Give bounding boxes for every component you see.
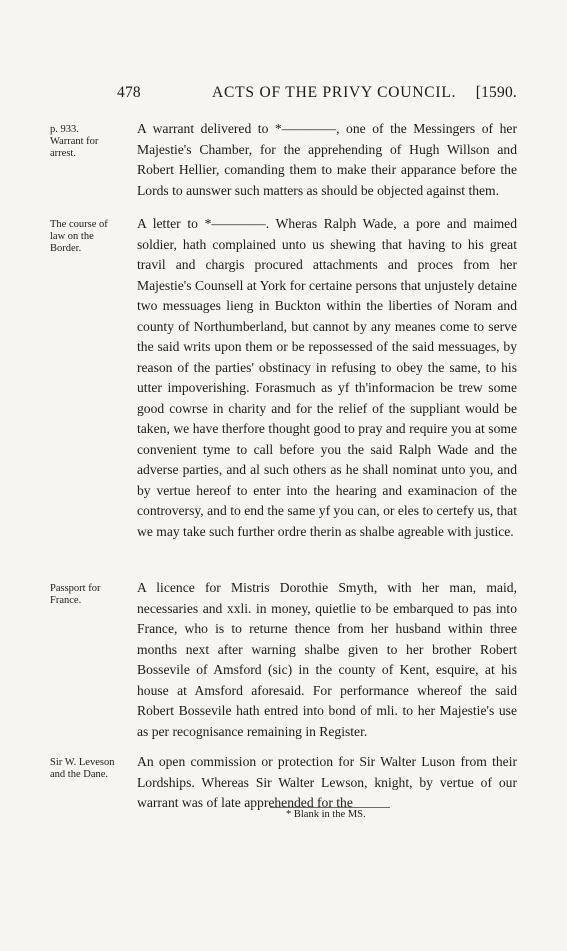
entry-text: A letter to *————. Wheras Ralph Wade, a pore and maimed soldier, hath complained unto us shewing that having to his great travil and chargis procured attachments and proces from her Majestie's Counsell at York for certaine persons that unjustely detaine two messuages lieng in Buckton within the liberties of Noram and county of Northumberland, but cannot by any meanes come to serve the said writs upon them or be repossessed of the said messuages, by reason of the parties' obstinacy in refusing to obey the same, to his utter impoverishing. Forasmuch as yf th'informacion be trew some good cowrse in charity and for the relief of the suppliant would be taken, we have therfore thought good to pray and require you at some convenient tyme to call before you the said Ralph Wade and the adverse parties, and al such others as he shall nominat unto you, and by vertue hereof to enter into the hearing and examinacion of the controversy, and to end the same yf you can, or eles to certefy us, that we may take such further ordre therin as shalbe agreable with justice.	[137, 216, 517, 539]
running-title: ACTS OF THE PRIVY COUNCIL.	[212, 84, 457, 101]
entry-passport	[137, 578, 517, 742]
entry-warrant	[137, 119, 517, 201]
entry-leveson	[137, 752, 517, 814]
footnote-divider	[270, 807, 390, 808]
page-number: 478	[117, 84, 141, 101]
entry-text: A warrant delivered to *————, one of the Messingers of her Majestie's Chamber, for the apprehending of Hugh Willson and Robert Hellier, comanding them to make their apparance before the Lords to aunswer such matters as should be objected against them.	[137, 121, 517, 198]
entry-text: A licence for Mistris Dorothie Smyth, with her man, maid, necessaries and xxli. in money, quietlie to be embarqued to pas into France, who is to returne thence from her husband within three months next after warning shalbe given to her brother Robert Bossevile of Amsford (sic) in the county of Kent, esquire, at his house at Amsford aforesaid. For performance whereof the said Robert Bossevile hath entred into bond of mli. to her Majestie's use as per recognisance remaining in Register.	[137, 580, 517, 739]
entry-text: An open commission or protection for Sir Walter Luson from their Lordships. Whereas Sir Walter Lewson, knight, by vertue of our warrant was of late apprehended for the	[137, 754, 517, 810]
margin-note-border: The course of law on the Border.	[50, 219, 108, 254]
entry-border-letter	[137, 214, 517, 542]
margin-note-warrant: p. 933. Warrant for arrest.	[50, 124, 99, 159]
running-year: [1590.	[475, 84, 517, 101]
margin-note-passport: Passport for France.	[50, 583, 101, 606]
margin-note-leveson: Sir W. Leveson and the Dane.	[50, 757, 115, 780]
footnote: * Blank in the MS.	[286, 809, 366, 820]
